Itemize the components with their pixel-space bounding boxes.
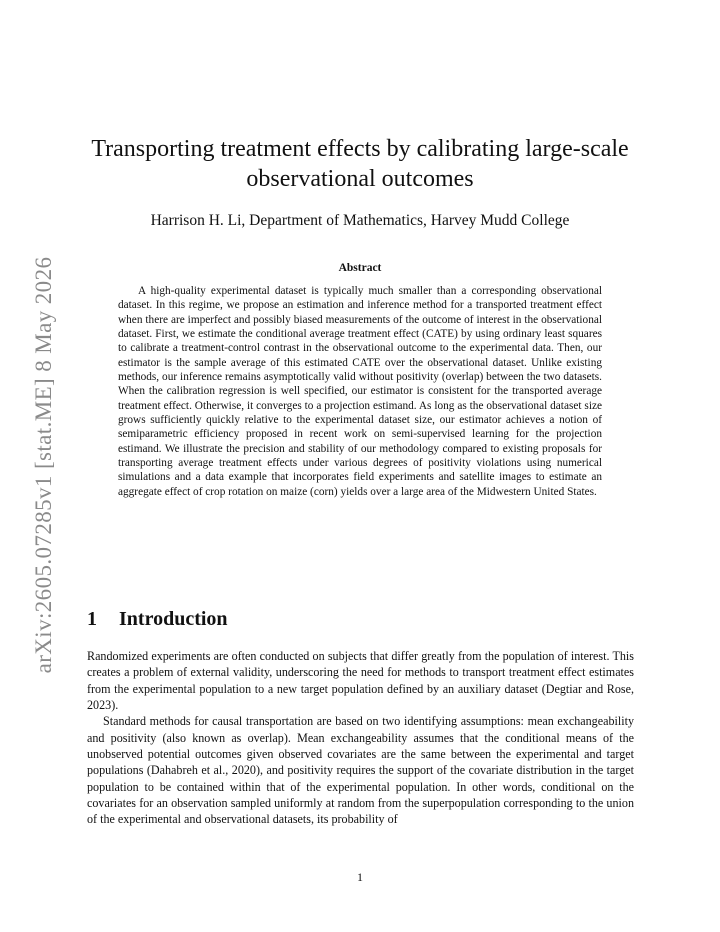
paragraph: Randomized experiments are often conducted on subjects that differ greatly from the population of interest. This creates a problem of external validity, underscoring the need for methods to transport treatment effect estimates from the experimental population to a new target population defined by an auxiliary dataset (Degtiar and Rose, 2023). [87, 649, 634, 713]
section-heading [87, 608, 228, 631]
section-title: Introduction [119, 608, 228, 630]
paragraph: Standard methods for causal transportation are based on two identifying assumptions: mean exchangeability and positivity (also known as overlap). Mean exchangeability assumes that the conditional means of the unobserved potential outcomes given observed covariates are the same between the experimental and target populations (Dahabreh et al., 2020), and positivity requires the support of the covariate distribution in the target population to be contained within that of the experimental population. In other words, conditional on the covariates for an observation sampled uniformly at random from the superpopulation corresponding to the union of the experimental and observational datasets, its probability of [87, 714, 634, 827]
abstract-text: A high-quality experimental dataset is typically much smaller than a corresponding observational dataset. In this regime, we propose an estimation and inference method for a transported treatment effect when there are imperfect and possibly biased measurements of the outcome of interest in the observational dataset. First, we estimate the conditional average treatment effect (CATE) by using ordinary least squares to calibrate a treatment-control contrast in the observational outcome to the experimental data. Then, our estimator is the sample average of this estimated CATE over the observational dataset. Unlike existing methods, our inference remains asymptotically valid without positivity (overlap) between the two datasets. When the calibration regression is well specified, our estimator is consistent for the transported average treatment effect. Otherwise, it converges to a projection estimand. As long as the observational dataset size grows sufficiently quickly relative to the experimental dataset size, our estimator achieves a notion of semiparametric efficiency proposed in recent work on semi-supervised learning for the projection estimand. We illustrate the precision and stability of our methodology compared to existing proposals for transporting average treatment effects under various degrees of positivity violations using numerical simulations and a data example that incorporates field experiments and satellite images to estimate an aggregate effect of crop rotation on maize (corn) yields over a large area of the Midwestern United States. [118, 285, 602, 498]
arxiv-identifier-stamp: arXiv:2605.07285v1 [stat.ME] 8 May 2026 [31, 256, 56, 674]
section-body [87, 648, 634, 828]
paper-title: Transporting treatment effects by calibrating large-scale observational outcomes [91, 136, 629, 192]
page-number: 1 [357, 870, 363, 884]
section-number: 1 [87, 608, 97, 630]
abstract-heading: Abstract [338, 262, 382, 274]
author-line: Harrison H. Li, Department of Mathematics, Harvey Mudd College [150, 212, 570, 229]
